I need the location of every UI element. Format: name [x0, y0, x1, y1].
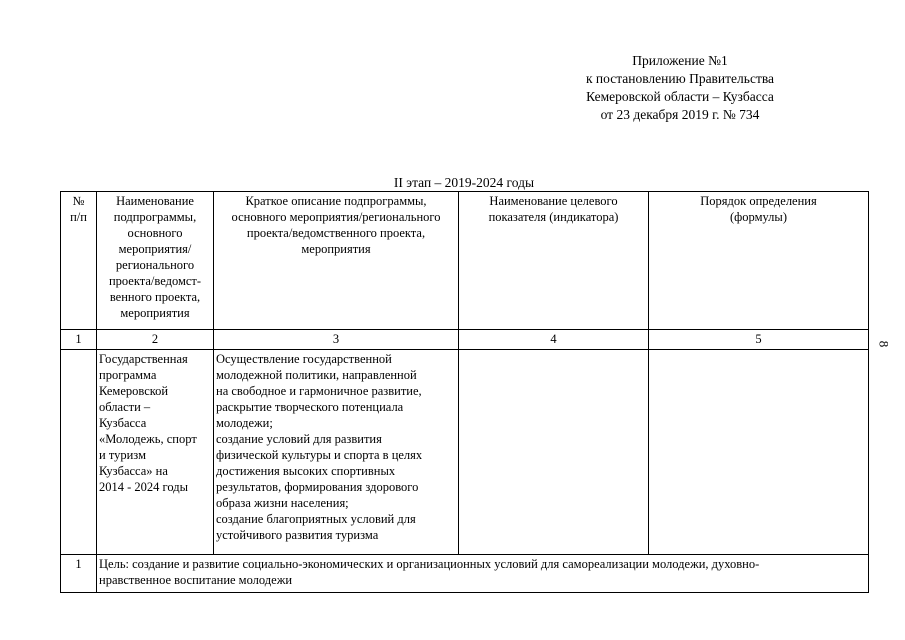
text-line: области –: [99, 400, 151, 414]
program-formula-cell: [649, 350, 869, 555]
text-line: молодежи;: [216, 416, 273, 430]
program-name-cell: [97, 350, 214, 555]
text-line: создание благоприятных условий для: [216, 512, 416, 526]
page-number: 8: [876, 340, 892, 348]
text-line: Наименование: [116, 194, 194, 208]
text-line: подпрограммы,: [113, 210, 197, 224]
text-line: Порядок определения: [700, 194, 817, 208]
text-line: физической культуры и спорта в целях: [216, 448, 423, 462]
text-line: 2014 - 2024 годы: [99, 480, 189, 494]
approval-line: Приложение №1: [632, 53, 728, 68]
header-num: [61, 192, 97, 330]
program-description-cell: [214, 350, 459, 555]
column-number: 3: [214, 330, 459, 350]
text-line: Цель: создание и развитие социально-экономических и организационных условий для самореализации молодежи, духовно-: [99, 557, 760, 571]
program-num-cell: [61, 350, 97, 555]
text-line: венного проекта,: [109, 290, 201, 304]
text-line: п/п: [70, 210, 87, 224]
header-name: [97, 192, 214, 330]
column-number: 4: [459, 330, 649, 350]
text-line: достижения высоких спортивных: [216, 464, 396, 478]
header-indicator: [459, 192, 649, 330]
text-line: №: [72, 194, 85, 208]
approval-line: от 23 декабря 2019 г. № 734: [600, 107, 760, 122]
text-line: показателя (индикатора): [488, 210, 619, 224]
header-description: [214, 192, 459, 330]
goal-text-cell: [97, 555, 869, 593]
program-indicator-cell: [459, 350, 649, 555]
program-table: [60, 191, 869, 593]
text-line: нравственное воспитание молодежи: [99, 573, 293, 587]
text-line: Кузбасса» на: [99, 464, 168, 478]
text-line: образа жизни населения;: [216, 496, 349, 510]
approval-line: Кемеровской области – Кузбасса: [586, 89, 774, 104]
text-line: результатов, формирования здорового: [216, 480, 419, 494]
text-line: (формулы): [730, 210, 787, 224]
text-line: Наименование целевого: [489, 194, 618, 208]
text-line: и туризм: [99, 448, 146, 462]
text-line: проекта/ведомст-: [108, 274, 202, 288]
column-number: 2: [97, 330, 214, 350]
approval-block: [560, 52, 800, 124]
text-line: Государственная: [99, 352, 188, 366]
text-line: Кузбасса: [99, 416, 147, 430]
text-line: программа: [99, 368, 157, 382]
stage-title: II этап – 2019-2024 годы: [393, 175, 535, 190]
goal-num-cell: 1: [61, 555, 97, 593]
text-line: создание условий для развития: [216, 432, 382, 446]
header-formula: [649, 192, 869, 330]
column-number-row: [61, 330, 869, 350]
text-line: основного мероприятия/регионального: [231, 210, 441, 224]
text-line: мероприятия: [120, 306, 190, 320]
text-line: «Молодежь, спорт: [99, 432, 197, 446]
text-line: мероприятия/: [118, 242, 192, 256]
text-line: регионального: [115, 258, 195, 272]
goal-row: [61, 555, 869, 593]
text-line: на свободное и гармоничное развитие,: [216, 384, 422, 398]
header-row: [61, 192, 869, 330]
text-line: устойчивого развития туризма: [216, 528, 379, 542]
text-line: Кемеровской: [99, 384, 169, 398]
text-line: Краткое описание подпрограммы,: [245, 194, 427, 208]
approval-line: к постановлению Правительства: [585, 71, 775, 86]
text-line: основного: [127, 226, 183, 240]
text-line: проекта/ведомственного проекта,: [246, 226, 426, 240]
text-line: мероприятия: [301, 242, 371, 256]
text-line: раскрытие творческого потенциала: [216, 400, 404, 414]
program-row: [61, 350, 869, 555]
column-number: 1: [61, 330, 97, 350]
text-line: Осуществление государственной: [216, 352, 392, 366]
text-line: молодежной политики, направленной: [216, 368, 417, 382]
column-number: 5: [649, 330, 869, 350]
